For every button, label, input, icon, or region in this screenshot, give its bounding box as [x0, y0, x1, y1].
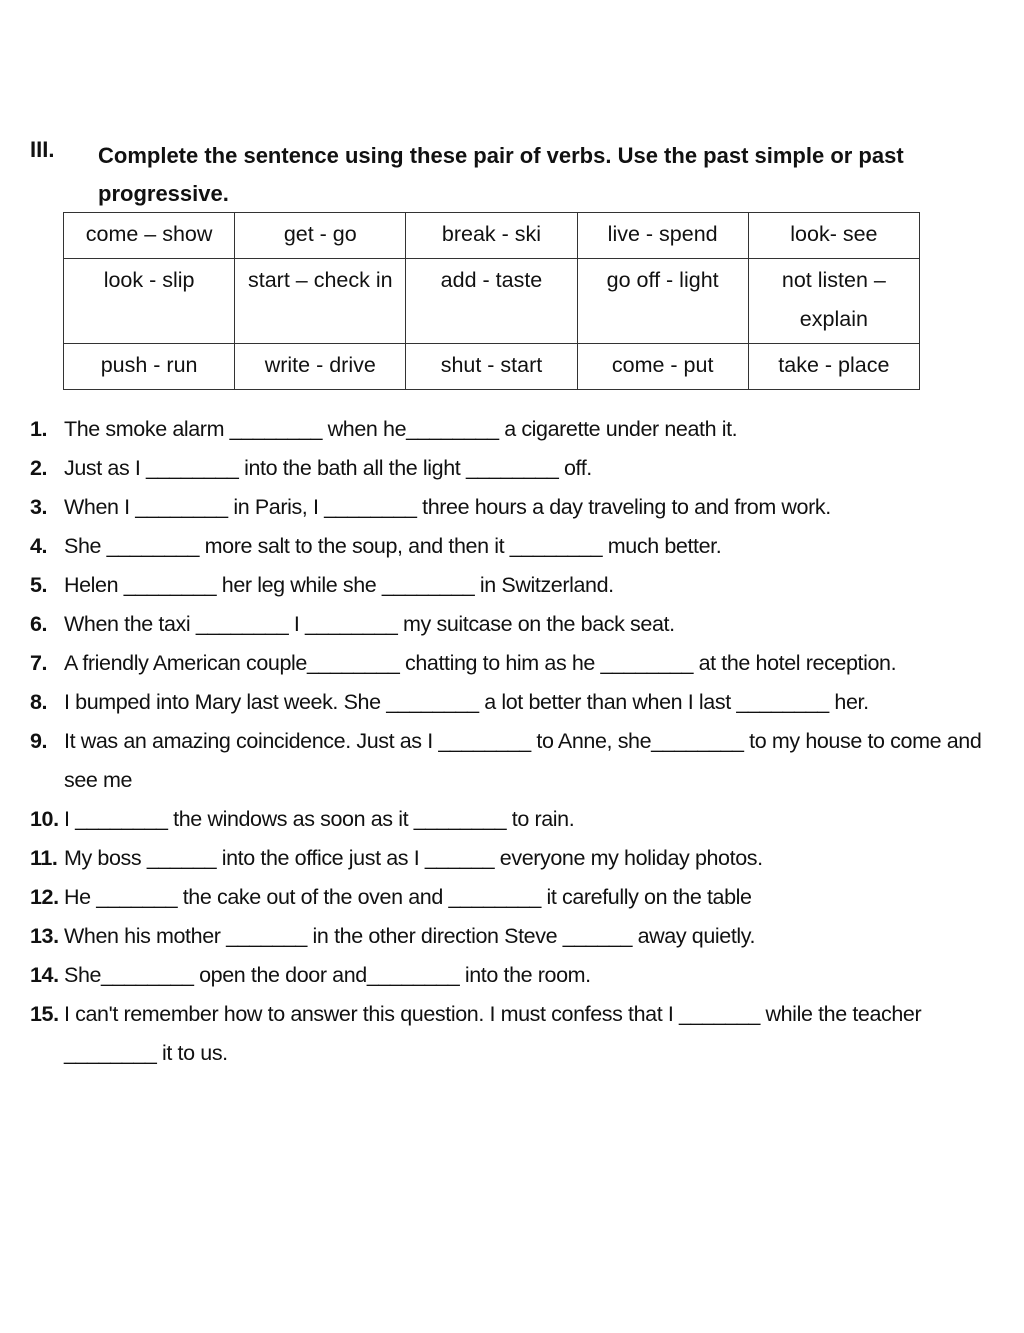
- question-item: [30, 449, 990, 488]
- question-text: I bumped into Mary last week. She ________ a lot better than when I last ________ her.: [64, 690, 869, 714]
- table-cell: come – show: [64, 213, 235, 259]
- question-text: When the taxi ________ I ________ my suitcase on the back seat.: [64, 612, 675, 636]
- table-cell: look- see: [748, 213, 919, 259]
- question-item: [30, 956, 990, 995]
- table-row: [64, 344, 920, 390]
- table-cell: push - run: [64, 344, 235, 390]
- question-text: A friendly American couple________ chatting to him as he ________ at the hotel reception.: [64, 651, 897, 675]
- verb-pairs-table: [63, 212, 920, 390]
- table-cell: take - place: [748, 344, 919, 390]
- question-text: The smoke alarm ________ when he________ a cigarette under neath it.: [64, 417, 738, 441]
- question-number: 2.: [30, 456, 48, 480]
- question-item: [30, 878, 990, 917]
- table-cell: come - put: [577, 344, 748, 390]
- table-cell: go off - light: [577, 259, 748, 344]
- question-number: 6.: [30, 612, 48, 636]
- question-number: 3.: [30, 495, 48, 519]
- question-number: 9.: [30, 729, 48, 753]
- question-text: He _______ the cake out of the oven and ________ it carefully on the table: [64, 885, 752, 909]
- question-text: I ________ the windows as soon as it ________ to rain.: [64, 807, 575, 831]
- question-number: 5.: [30, 573, 48, 597]
- table-cell: shut - start: [406, 344, 577, 390]
- table-cell: get - go: [235, 213, 406, 259]
- question-text: Helen ________ her leg while she ________ in Switzerland.: [64, 573, 614, 597]
- question-item: [30, 488, 990, 527]
- table-cell: not listen – explain: [748, 259, 919, 344]
- question-number: 1.: [30, 417, 48, 441]
- question-text: When his mother _______ in the other direction Steve ______ away quietly.: [64, 924, 756, 948]
- table-row: [64, 213, 920, 259]
- table-cell: break - ski: [406, 213, 577, 259]
- question-number: 15.: [30, 1002, 59, 1026]
- question-item: [30, 839, 990, 878]
- question-number: 12.: [30, 885, 59, 909]
- question-text: She________ open the door and________ into the room.: [64, 963, 591, 987]
- table-cell: look - slip: [64, 259, 235, 344]
- question-item: [30, 644, 990, 683]
- question-item: [30, 800, 990, 839]
- table-cell: add - taste: [406, 259, 577, 344]
- instructions: Complete the sentence using these pair of verbs. Use the past simple or past progressive.: [98, 143, 904, 206]
- question-item: [30, 566, 990, 605]
- table-cell: write - drive: [235, 344, 406, 390]
- question-item: [30, 527, 990, 566]
- question-item: [30, 683, 990, 722]
- question-item: [30, 917, 990, 956]
- question-number: 4.: [30, 534, 48, 558]
- question-number: 14.: [30, 963, 59, 987]
- table-row: [64, 259, 920, 344]
- question-item: [30, 410, 990, 449]
- question-number: 13.: [30, 924, 59, 948]
- question-text: My boss ______ into the office just as I ______ everyone my holiday photos.: [64, 846, 763, 870]
- question-number: 8.: [30, 690, 48, 714]
- question-text: It was an amazing coincidence. Just as I ________ to Anne, she________ to my house to come and see me: [64, 729, 982, 792]
- table-cell: start – check in: [235, 259, 406, 344]
- question-text: When I ________ in Paris, I ________ three hours a day traveling to and from work.: [64, 495, 831, 519]
- question-item: [30, 605, 990, 644]
- question-text: Just as I ________ into the bath all the light ________ off.: [64, 456, 592, 480]
- question-text: I can't remember how to answer this question. I must confess that I _______ while the teacher ________ it to us.: [64, 1002, 922, 1065]
- question-item: [30, 995, 990, 1073]
- question-number: 11.: [30, 846, 58, 870]
- question-list: [30, 410, 990, 1073]
- question-text: She ________ more salt to the soup, and then it ________ much better.: [64, 534, 722, 558]
- question-number: 7.: [30, 651, 48, 675]
- question-number: 10.: [30, 807, 59, 831]
- section-number: III.: [30, 137, 55, 162]
- table-cell: live - spend: [577, 213, 748, 259]
- question-item: [30, 722, 990, 800]
